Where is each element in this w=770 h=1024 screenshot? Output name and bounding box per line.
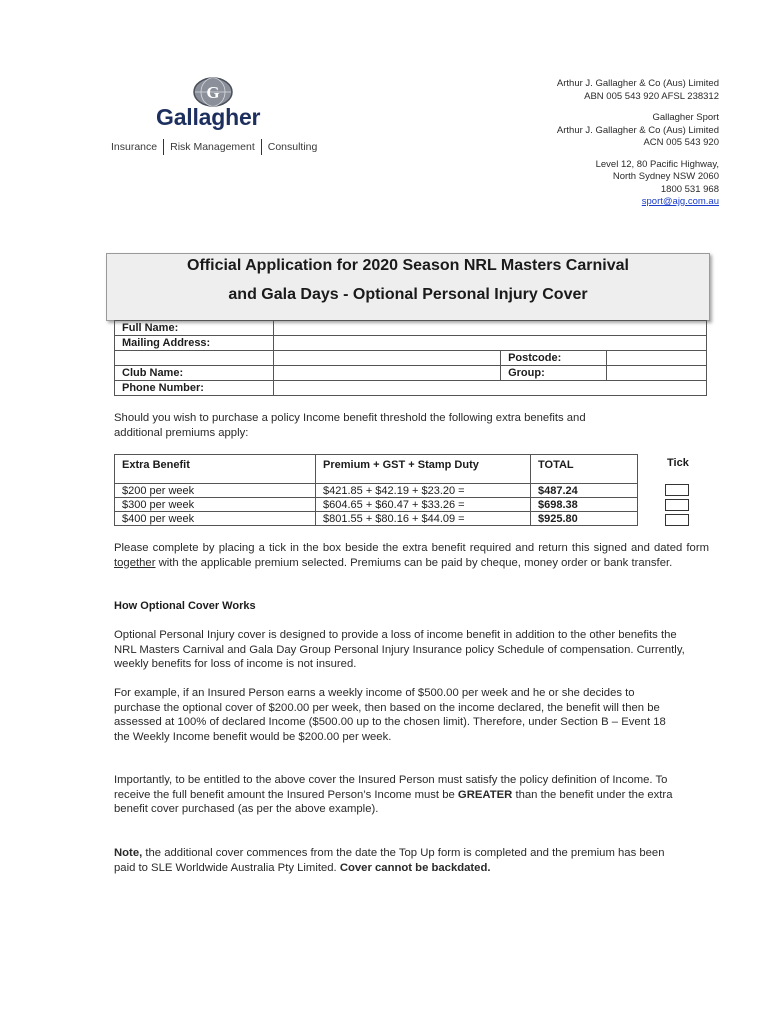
address-line: North Sydney NSW 2060 <box>612 171 719 182</box>
note-bold-end: Cover cannot be backdated. <box>339 861 491 874</box>
company-logo-wordmark: Gallagher <box>156 104 261 130</box>
total-cell: $698.38 <box>531 498 638 512</box>
address-line: Arthur J. Gallagher & Co (Aus) Limited <box>556 124 719 136</box>
total-cell: $925.80 <box>531 512 638 526</box>
note-label: Note, <box>114 847 143 859</box>
tagline-divider <box>163 139 164 155</box>
premium-cell: $421.85 + $42.19 + $23.20 = <box>316 484 531 498</box>
club-name-field[interactable] <box>274 366 501 381</box>
address-line: ACN 005 543 920 <box>643 137 719 148</box>
address-line: Gallagher Sport <box>652 112 719 123</box>
address-line: 1800 531 968 <box>660 183 719 195</box>
how-cover-works-heading: How Optional Cover Works <box>114 600 256 612</box>
eligibility-text-end: than the benefit under the extra benefit cover purchased (as per the above example). <box>114 788 673 816</box>
full-name-field[interactable] <box>274 321 707 336</box>
phone-number-field[interactable] <box>274 381 707 396</box>
total-cell: $487.24 <box>531 484 638 498</box>
postcode-label: Postcode: <box>501 351 607 366</box>
svg-text:G: G <box>206 83 220 102</box>
tagline-divider <box>261 139 262 155</box>
full-name-label: Full Name: <box>115 321 274 336</box>
phone-number-label: Phone Number: <box>115 381 274 396</box>
email-link[interactable]: sport@ajg.com.au <box>641 196 719 207</box>
table-row <box>115 498 638 512</box>
example-paragraph: For example, if an Insured Person earns a weekly income of $500.00 per week and he or she decides to purchase the optional cover of $200.00 per week, then based on the income declared, the benefit will then be assessed at 100% of declared Income ($500.00 up to the chosen limit). Therefore, under Section B – Event 18 the Weekly Income benefit would be $200.00 per week. <box>114 687 666 743</box>
tagline-risk-management: Risk Management <box>170 141 255 153</box>
eligibility-paragraph <box>114 773 684 817</box>
benefit-cell: $400 per week <box>115 512 316 526</box>
group-label: Group: <box>501 366 607 381</box>
eligibility-text: Importantly, to be entitled to the above cover the Insured Person must satisfy the policy definition of Income. To receive the full benefit amount the Insured Person’s Income must be <box>114 774 668 801</box>
premium-cell: $801.55 + $80.16 + $44.09 = <box>316 512 531 526</box>
tick-box-400[interactable] <box>665 514 689 526</box>
column-header-total: TOTAL <box>531 455 638 484</box>
cover-description-paragraph: Optional Personal Injury cover is designed to provide a loss of income benefit in addition to the other benefits the NRL Masters Carnival and Gala Day Group Personal Injury Insurance policy Schedule of compensation. Currently, weekly benefits for loss of income is not insured. <box>114 629 685 671</box>
group-field[interactable] <box>607 366 707 381</box>
postcode-field[interactable] <box>607 351 707 366</box>
note-paragraph <box>114 846 686 875</box>
address-line: ABN 005 543 920 AFSL 238312 <box>584 90 719 102</box>
mailing-address-label: Mailing Address: <box>115 336 274 351</box>
benefit-cell: $200 per week <box>115 484 316 498</box>
extra-benefits-table <box>114 454 638 526</box>
tick-column-label: Tick <box>667 457 689 469</box>
document-title-line2: and Gala Days - Optional Personal Injury Cover <box>228 286 588 303</box>
tick-box-200[interactable] <box>665 484 689 496</box>
mailing-address-field[interactable] <box>274 336 707 351</box>
instructions-underlined-word: together <box>114 556 156 569</box>
instructions-paragraph <box>114 541 709 570</box>
column-header-premium: Premium + GST + Stamp Duty <box>316 455 531 484</box>
mailing-address-continued-field[interactable] <box>115 351 274 366</box>
intro-paragraph: Should you wish to purchase a policy Income benefit threshold the following extra benefits and additional premiums apply: <box>114 412 586 439</box>
benefit-cell: $300 per week <box>115 498 316 512</box>
tick-box-300[interactable] <box>665 499 689 511</box>
note-text: the additional cover commences from the date the Top Up form is completed and the premium has been paid to SLE Worldwide Australia Pty Limited. <box>114 847 665 874</box>
company-address-block <box>419 78 719 209</box>
document-title-line1: Official Application for 2020 Season NRL Masters Carnival <box>187 257 629 274</box>
company-tagline <box>111 139 317 155</box>
instructions-text: Please complete by placing a tick in the box beside the extra benefit required and return this signed and dated form <box>114 542 709 554</box>
applicant-details-table <box>114 320 707 396</box>
instructions-text-end: with the applicable premium selected. Premiums can be paid by cheque, money order or bank transfer. <box>155 556 673 569</box>
premium-cell: $604.65 + $60.47 + $33.26 = <box>316 498 531 512</box>
document-title-box <box>106 253 710 321</box>
club-name-label: Club Name: <box>115 366 274 381</box>
address-line: Level 12, 80 Pacific Highway, <box>595 158 719 170</box>
table-row <box>115 512 638 526</box>
tagline-consulting: Consulting <box>267 141 318 153</box>
column-header-extra-benefit: Extra Benefit <box>115 455 316 484</box>
eligibility-bold-word: GREATER <box>457 788 513 801</box>
table-row <box>115 484 638 498</box>
address-line: Arthur J. Gallagher & Co (Aus) Limited <box>556 78 719 89</box>
tagline-insurance: Insurance <box>111 141 158 153</box>
mailing-address-line2-field[interactable] <box>274 351 501 366</box>
